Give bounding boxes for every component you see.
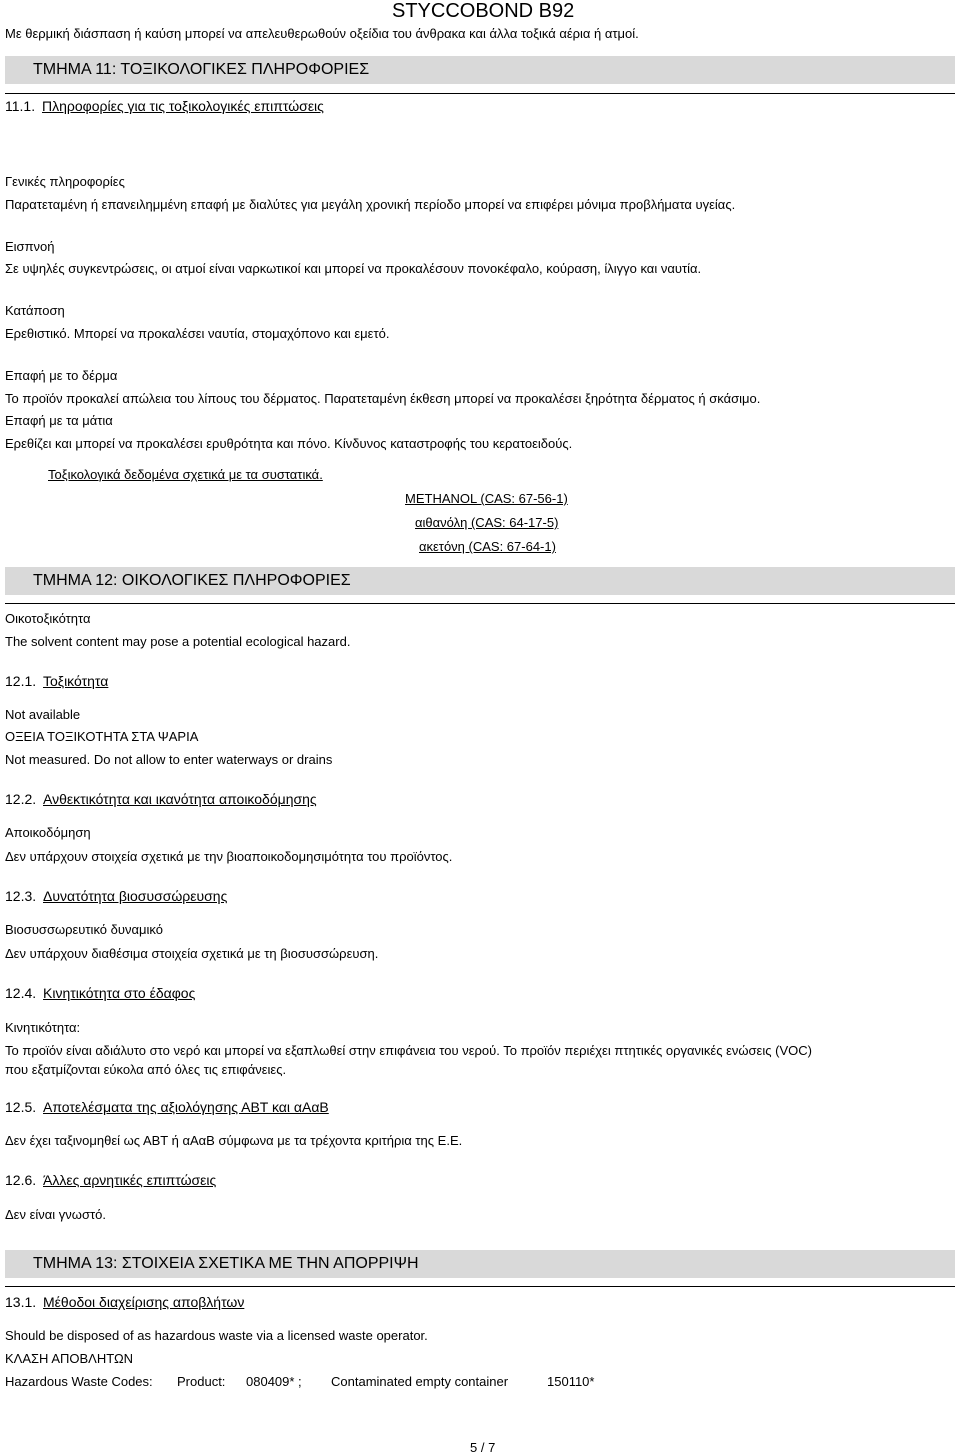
- container-waste-code: 150110*: [547, 1374, 595, 1389]
- product-waste-code: 080409* ;: [246, 1374, 302, 1389]
- section-12-divider: [5, 603, 955, 604]
- component-link-methanol[interactable]: METHANOL (CAS: 67-56-1): [405, 491, 568, 506]
- subsection-11-1-number: 11.1.: [5, 98, 36, 114]
- subsection-12-4-number: 12.4.: [5, 985, 37, 1001]
- subsection-12-5-title[interactable]: Αποτελέσματα της αξιολόγησης ΑΒΤ και αΑαΒ: [43, 1099, 329, 1115]
- subsection-12-1-number: 12.1.: [5, 673, 37, 689]
- eye-contact-text: Ερεθίζει και μπορεί να προκαλέσει ερυθρότητα και πόνο. Κίνδυνος καταστροφής του κερατοειδούς.: [5, 436, 573, 451]
- subsection-12-6-number: 12.6.: [5, 1172, 37, 1188]
- section-13-title: ΤΜΗΜΑ 13: ΣΤΟΙΧΕΙΑ ΣΧΕΤΙΚΑ ΜΕ ΤΗΝ ΑΠΟΡΡΙΨΗ: [33, 1255, 419, 1272]
- mobility-text-line-2: που εξατμίζονται εύκολα από όλες τις επιφάνειες.: [5, 1062, 287, 1077]
- skin-contact-label: Επαφή με το δέρμα: [5, 368, 118, 383]
- general-info-label: Γενικές πληροφορίες: [5, 174, 125, 189]
- ecotoxicity-text: The solvent content may pose a potential ecological hazard.: [5, 634, 351, 649]
- disposal-text: Should be disposed of as hazardous waste via a licensed waste operator.: [5, 1328, 428, 1343]
- inhalation-text: Σε υψηλές συγκεντρώσεις, οι ατμοί είναι ναρκωτικοί και μπορεί να προκαλέσουν πονοκέφαλο, κούραση, ίλιγγο και ναυτία.: [5, 261, 702, 276]
- bioaccumulation-label: Βιοσυσσωρευτικό δυναμικό: [5, 922, 163, 937]
- bioaccumulation-text: Δεν υπάρχουν διαθέσιμα στοιχεία σχετικά με τη βιοσυσσώρευση.: [5, 946, 379, 961]
- component-link-acetone[interactable]: ακετόνη (CAS: 67-64-1): [419, 539, 556, 554]
- skin-contact-text: Το προϊόν προκαλεί απώλεια του λίπους του δέρματος. Παρατεταμένη έκθεση μπορεί να προκαλέσει ξηρότητα δέρματος ή σκάσιμο.: [5, 391, 761, 406]
- page-number: 5 / 7: [470, 1440, 496, 1455]
- mobility-text-line-1: Το προϊόν είναι αδιάλυτο στο νερό και μπορεί να εξαπλωθεί στην επιφάνεια του νερού. Το προϊόν περιέχει πτητικές οργανικές ενώσεις (VOC): [5, 1043, 812, 1058]
- subsection-12-3-title[interactable]: Δυνατότητα βιοσυσσώρευσης: [43, 888, 228, 904]
- subsection-12-3-number: 12.3.: [5, 888, 37, 904]
- subsection-12-1-title[interactable]: Τοξικότητα: [43, 673, 109, 689]
- waste-class-label: ΚΛΑΣΗ ΑΠΟΒΛΗΤΩΝ: [5, 1351, 134, 1366]
- toxicity-text: Not available: [5, 707, 81, 722]
- section-13-divider: [5, 1286, 955, 1287]
- subsection-12-4-title[interactable]: Κινητικότητα στο έδαφος: [43, 985, 196, 1001]
- product-label: Product:: [177, 1374, 226, 1389]
- ingestion-text: Ερεθιστικό. Μπορεί να προκαλέσει ναυτία, στομαχόπονο και εμετό.: [5, 326, 390, 341]
- other-effects-text: Δεν είναι γνωστό.: [5, 1207, 106, 1222]
- inhalation-label: Εισπνοή: [5, 239, 55, 254]
- ecotoxicity-label: Οικοτοξικότητα: [5, 611, 91, 626]
- fish-toxicity-label: ΟΞΕΙΑ ΤΟΞΙΚΟΤΗΤΑ ΣΤΑ ΨΑΡΙΑ: [5, 729, 199, 744]
- ingestion-label: Κατάποση: [5, 303, 65, 318]
- section-12-title: ΤΜΗΜΑ 12: ΟΙΚΟΛΟΓΙΚΕΣ ΠΛΗΡΟΦΟΡΙΕΣ: [33, 572, 351, 589]
- fish-toxicity-text: Not measured. Do not allow to enter waterways or drains: [5, 752, 333, 767]
- subsection-11-1-title[interactable]: Πληροφορίες για τις τοξικολογικές επιπτώσεις: [42, 98, 324, 114]
- document-header-product: STYCCOBOND B92: [392, 0, 575, 22]
- header-info-line: Με θερμική διάσπαση ή καύση μπορεί να απελευθερωθούν οξείδια του άνθρακα και άλλα τοξικά αέρια ή ατμοί.: [5, 26, 639, 41]
- eye-contact-label: Επαφή με τα μάτια: [5, 413, 113, 428]
- subsection-12-6-title[interactable]: Άλλες αρνητικές επιπτώσεις: [43, 1172, 217, 1188]
- degradation-text: Δεν υπάρχουν στοιχεία σχετικά με την βιοαποικοδομησιμότητα του προϊόντος.: [5, 849, 453, 864]
- mobility-label: Κινητικότητα:: [5, 1020, 81, 1035]
- section-11-title: ΤΜΗΜΑ 11: ΤΟΞΙΚΟΛΟΓΙΚΕΣ ΠΛΗΡΟΦΟΡΙΕΣ: [33, 61, 370, 78]
- subsection-12-5-number: 12.5.: [5, 1099, 37, 1115]
- subsection-12-2-title[interactable]: Ανθεκτικότητα και ικανότητα αποικοδόμησης: [43, 791, 317, 807]
- component-link-ethanol[interactable]: αιθανόλη (CAS: 64-17-5): [415, 515, 559, 530]
- container-label: Contaminated empty container: [331, 1374, 509, 1389]
- pbt-assessment-text: Δεν έχει ταξινομηθεί ως ΑΒΤ ή αΑαΒ σύμφωνα με τα τρέχοντα κριτήρια της Ε.Ε.: [5, 1133, 463, 1148]
- section-11-divider: [5, 93, 955, 94]
- subsection-13-1-title[interactable]: Μέθοδοι διαχείρισης αποβλήτων: [43, 1294, 245, 1310]
- tox-data-link[interactable]: Τοξικολογικά δεδομένα σχετικά με τα συστατικά.: [48, 467, 323, 482]
- general-info-text: Παρατεταμένη ή επανειλημμένη επαφή με διαλύτες για μεγάλη χρονική περίοδο μπορεί να επιφέρει μόνιμα προβλήματα υγείας.: [5, 197, 736, 212]
- degradation-label: Αποικοδόμηση: [5, 825, 91, 840]
- hazardous-waste-codes-label: Hazardous Waste Codes:: [5, 1374, 153, 1389]
- subsection-12-2-number: 12.2.: [5, 791, 37, 807]
- subsection-13-1-number: 13.1.: [5, 1294, 37, 1310]
